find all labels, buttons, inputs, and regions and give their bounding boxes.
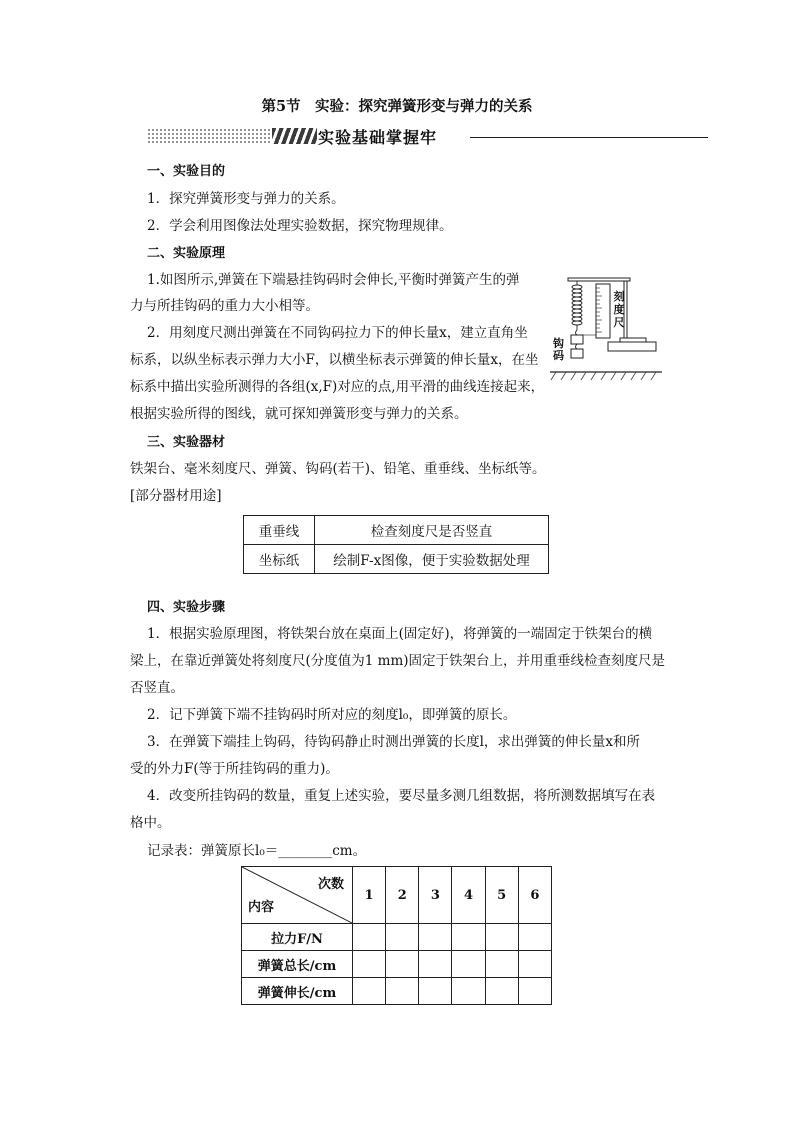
table-cell <box>419 978 452 1005</box>
table-cell <box>452 978 485 1005</box>
table-cell <box>518 924 551 951</box>
table-cell <box>386 924 419 951</box>
step4-line1: 4．改变所挂钩码的数量，重复上述实验，要尽量多测几组数据，将所测数据填写在表 <box>147 788 656 804</box>
principle-p2-line3: 标系中描出实验所测得的各组(x,F)对应的点,用平滑的曲线连接起来， <box>130 379 545 395</box>
principle-p2-line1: 2．用刻度尺测出弹簧在不同钩码拉力下的伸长量x，建立直角坐 <box>147 325 528 341</box>
table-row <box>242 924 552 951</box>
principle-p1-line1: 1.如图所示,弹簧在下端悬挂钩码时会伸长,平衡时弹簧产生的弹 <box>147 272 520 288</box>
column-header: 5 <box>485 867 518 924</box>
page-title: 第5节 实验：探究弹簧形变与弹力的关系 <box>261 98 533 115</box>
table-cell <box>452 951 485 978</box>
principle-p1-line2: 力与所挂钩码的重力大小相等。 <box>130 298 319 314</box>
record-table <box>241 866 552 1005</box>
uses-item: 坐标纸 <box>244 545 315 574</box>
table-cell <box>485 951 518 978</box>
table-row <box>242 951 552 978</box>
table-cell <box>485 924 518 951</box>
table-row <box>244 516 549 545</box>
row-label: 弹簧伸长/cm <box>242 978 353 1005</box>
banner-dot-pattern <box>147 128 277 144</box>
step2: 2．记下弹簧下端不挂钩码时所对应的刻度l₀，即弹簧的原长。 <box>147 707 517 723</box>
uses-item: 重垂线 <box>244 516 315 545</box>
table-cell <box>386 951 419 978</box>
table-cell <box>419 951 452 978</box>
step1-line1: 1．根据实验原理图，将铁架台放在桌面上(固定好)，将弹簧的一端固定于铁架台的横 <box>147 626 653 642</box>
principle-p2-line2: 标系，以纵坐标表示弹力大小F，以横坐标表示弹簧的伸长量x，在坐 <box>130 352 539 368</box>
diagonal-header-cell <box>242 867 353 924</box>
table-cell <box>485 978 518 1005</box>
table-row <box>244 545 549 574</box>
banner-stripe-pattern <box>272 128 317 144</box>
purpose-item-2: 2．学会利用图像法处理实验数据，探究物理规律。 <box>147 218 453 234</box>
step1-line3: 否竖直。 <box>130 680 184 696</box>
principle-p2-line4: 根据实验所得的图线，就可探知弹簧形变与弹力的关系。 <box>130 406 468 422</box>
column-header: 2 <box>386 867 419 924</box>
equipment-list: 铁架台、毫米刻度尺、弹簧、钩码(若干)、铅笔、重垂线、坐标纸等。 <box>130 461 546 477</box>
ruler-label: 刻度尺 <box>613 290 625 329</box>
column-header: 1 <box>353 867 386 924</box>
table-cell <box>353 924 386 951</box>
step4-line2: 格中。 <box>130 815 171 831</box>
uses-purpose: 绘制F-x图像，便于实验数据处理 <box>315 545 549 574</box>
heading-purpose: 一、实验目的 <box>147 164 226 179</box>
column-header: 6 <box>518 867 551 924</box>
step3-line2: 受的外力F(等于所挂钩码的重力)。 <box>130 761 339 777</box>
weight-label: 钩码 <box>553 337 564 362</box>
step3-line1: 3．在弹簧下端挂上钩码，待钩码静止时测出弹簧的长度l，求出弹簧的伸长量x和所 <box>147 734 641 750</box>
section-banner: 实验基础掌握牢 <box>318 128 438 147</box>
equipment-uses-table <box>243 515 549 574</box>
table-cell <box>419 924 452 951</box>
table-row <box>242 978 552 1005</box>
record-caption: 记录表：弹簧原长l₀＝________cm。 <box>147 843 367 859</box>
spring-apparatus-figure <box>550 272 665 387</box>
row-label: 弹簧总长/cm <box>242 951 353 978</box>
purpose-item-1: 1．探究弹簧形变与弹力的关系。 <box>147 191 345 207</box>
heading-equipment: 三、实验器材 <box>147 435 226 450</box>
column-header: 3 <box>419 867 452 924</box>
uses-purpose: 检查刻度尺是否竖直 <box>315 516 549 545</box>
column-header: 4 <box>452 867 485 924</box>
table-cell <box>353 978 386 1005</box>
step1-line2: 梁上，在靠近弹簧处将刻度尺(分度值为1 mm)固定于铁架台上，并用重垂线检查刻度尺是 <box>130 653 666 669</box>
header-content-label: 内容 <box>248 900 275 915</box>
banner-rule <box>470 137 708 138</box>
equipment-uses-title: [部分器材用途] <box>130 488 222 504</box>
table-cell <box>353 951 386 978</box>
table-cell <box>386 978 419 1005</box>
heading-steps: 四、实验步骤 <box>147 600 226 615</box>
table-row <box>242 867 552 924</box>
header-count-label: 次数 <box>317 877 344 892</box>
row-label: 拉力F/N <box>242 924 353 951</box>
table-cell <box>452 924 485 951</box>
heading-principle: 二、实验原理 <box>147 246 226 261</box>
table-cell <box>518 978 551 1005</box>
table-cell <box>518 951 551 978</box>
